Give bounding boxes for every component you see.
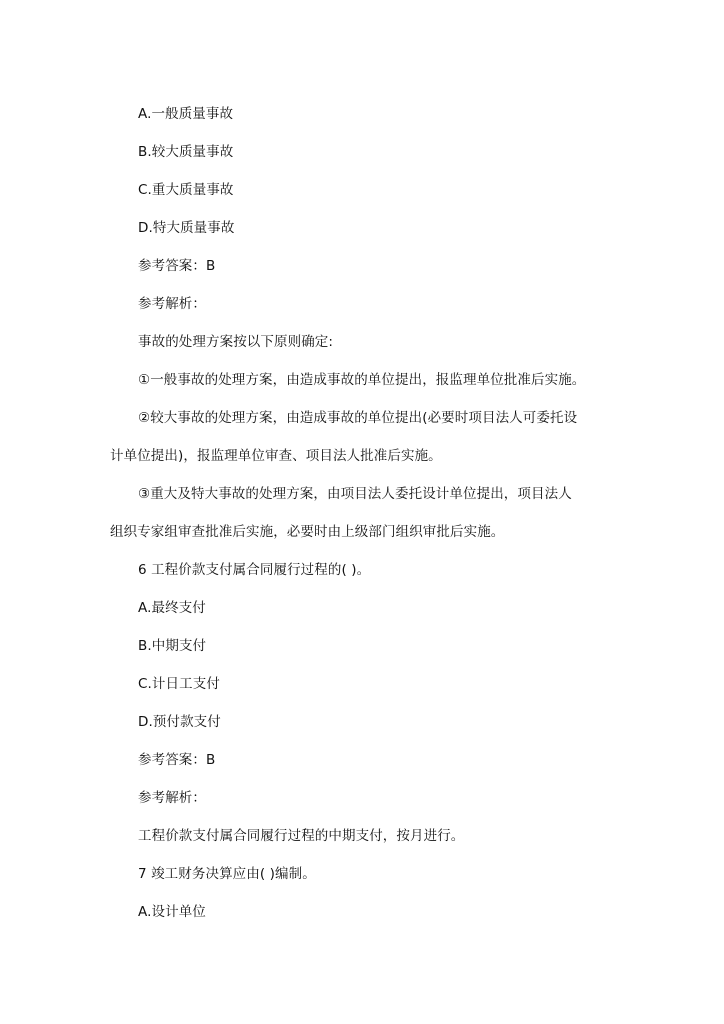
- analysis-intro: 事故的处理方案按以下原则确定:: [138, 334, 334, 350]
- analysis-text: 工程价款支付属合同履行过程的中期支付，按月进行。: [138, 828, 465, 844]
- question-7: 7 竣工财务决算应由( )编制。: [138, 866, 316, 882]
- option-b-line: B.中期支付: [138, 638, 207, 654]
- analysis-item-3-cont: 组织专家组审查批准后实施，必要时由上级部门组织审批后实施。: [110, 524, 505, 540]
- answer-line: 参考答案：B: [138, 752, 216, 768]
- analysis-item-1: ①一般事故的处理方案，由造成事故的单位提出，报监理单位批准后实施。: [138, 372, 586, 388]
- option-a-line: A.最终支付: [138, 600, 206, 616]
- option-d-line: D.预付款支付: [138, 714, 221, 730]
- analysis-heading: 参考解析：: [138, 296, 206, 312]
- answer-line: 参考答案：B: [138, 258, 216, 274]
- option-a-line: A.一般质量事故: [138, 106, 234, 122]
- analysis-item-2-cont: 计单位提出)，报监理单位审查、项目法人批准后实施。: [110, 448, 442, 464]
- option-c-line: C.计日工支付: [138, 676, 220, 692]
- analysis-item-3: ③重大及特大事故的处理方案，由项目法人委托设计单位提出，项目法人: [138, 486, 572, 502]
- option-a-line: A.设计单位: [138, 904, 206, 920]
- option-b-line: B.较大质量事故: [138, 144, 234, 160]
- option-c-line: C.重大质量事故: [138, 182, 234, 198]
- question-6: 6 工程价款支付属合同履行过程的( )。: [138, 562, 371, 578]
- option-d-line: D.特大质量事故: [138, 220, 235, 236]
- analysis-item-2: ②较大事故的处理方案，由造成事故的单位提出(必要时项目法人可委托设: [138, 410, 578, 426]
- analysis-heading: 参考解析：: [138, 790, 206, 806]
